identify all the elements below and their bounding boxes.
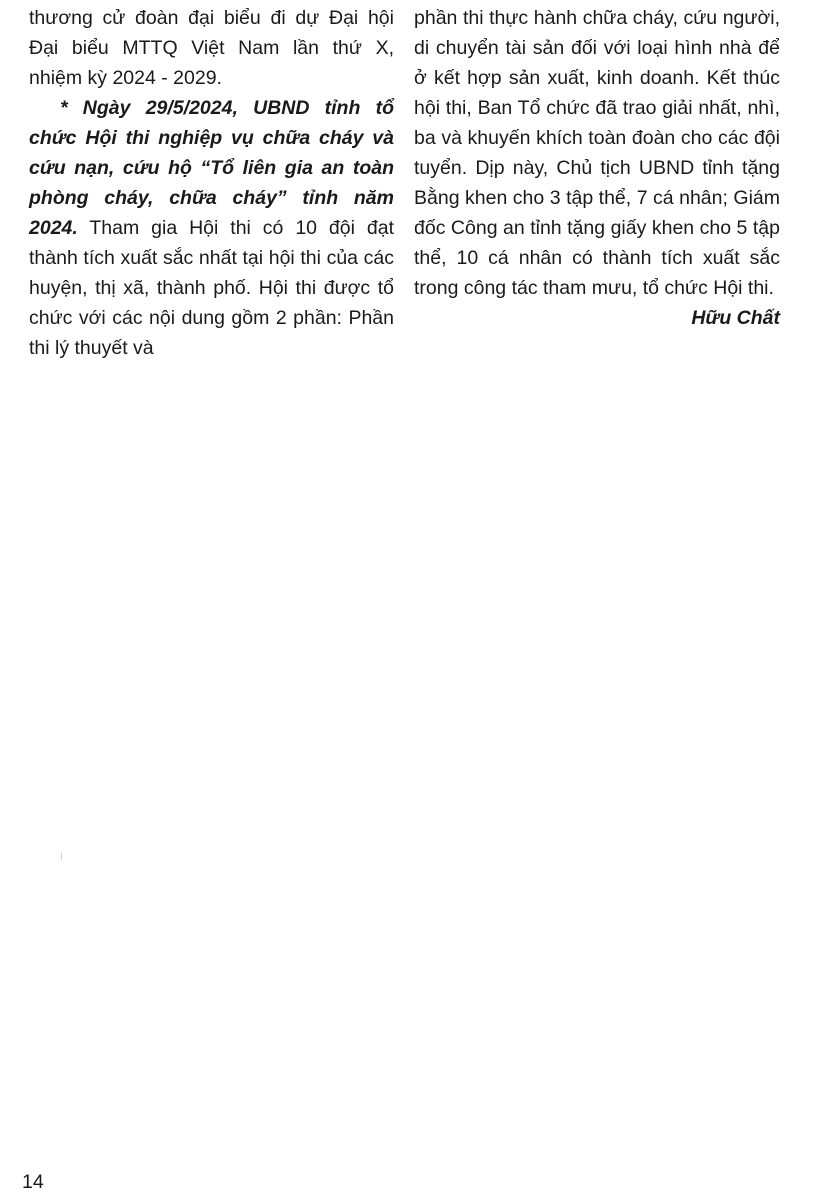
left-column: [29, 3, 394, 363]
author-byline: Hữu Chất: [691, 307, 780, 329]
scan-mark: [61, 852, 62, 861]
paragraph-continuation: thương cử đoàn đại biểu đi dự Đại hội Đại biểu MTTQ Việt Nam lần thứ X, nhiệm kỳ 2024 - 2029.: [29, 7, 394, 89]
news-lead: * Ngày 29/5/2024, UBND tỉnh tổ chức Hội thi nghiệp vụ chữa cháy và cứu nạn, cứu hộ “Tổ liên gia an toàn phòng cháy, chữa cháy” tỉnh năm 2024.: [29, 97, 394, 239]
paragraph-news-item: [29, 93, 394, 363]
news-body: Tham gia Hội thi có 10 đội đạt thành tích xuất sắc nhất tại hội thi của các huyện, thị xã, thành phố. Hội thi được tổ chức với các nội dung gồm 2 phần: Phần thi lý thuyết và: [29, 217, 394, 359]
right-column: [414, 3, 780, 333]
paragraph-news-continuation: phần thi thực hành chữa cháy, cứu người, di chuyển tài sản đối với loại hình nhà để ở kết hợp sản xuất, kinh doanh. Kết thúc hội thi, Ban Tổ chức đã trao giải nhất, nhì, ba và khuyến khích toàn đoàn cho các đội tuyển. Dịp này, Chủ tịch UBND tỉnh tặng Bằng khen cho 3 tập thể, 7 cá nhân; Giám đốc Công an tỉnh tặng giấy khen cho 5 tập thể, 10 cá nhân có thành tích xuất sắc trong công tác tham mưu, tổ chức Hội thi.: [414, 7, 780, 299]
page-number: 14: [22, 1171, 44, 1193]
